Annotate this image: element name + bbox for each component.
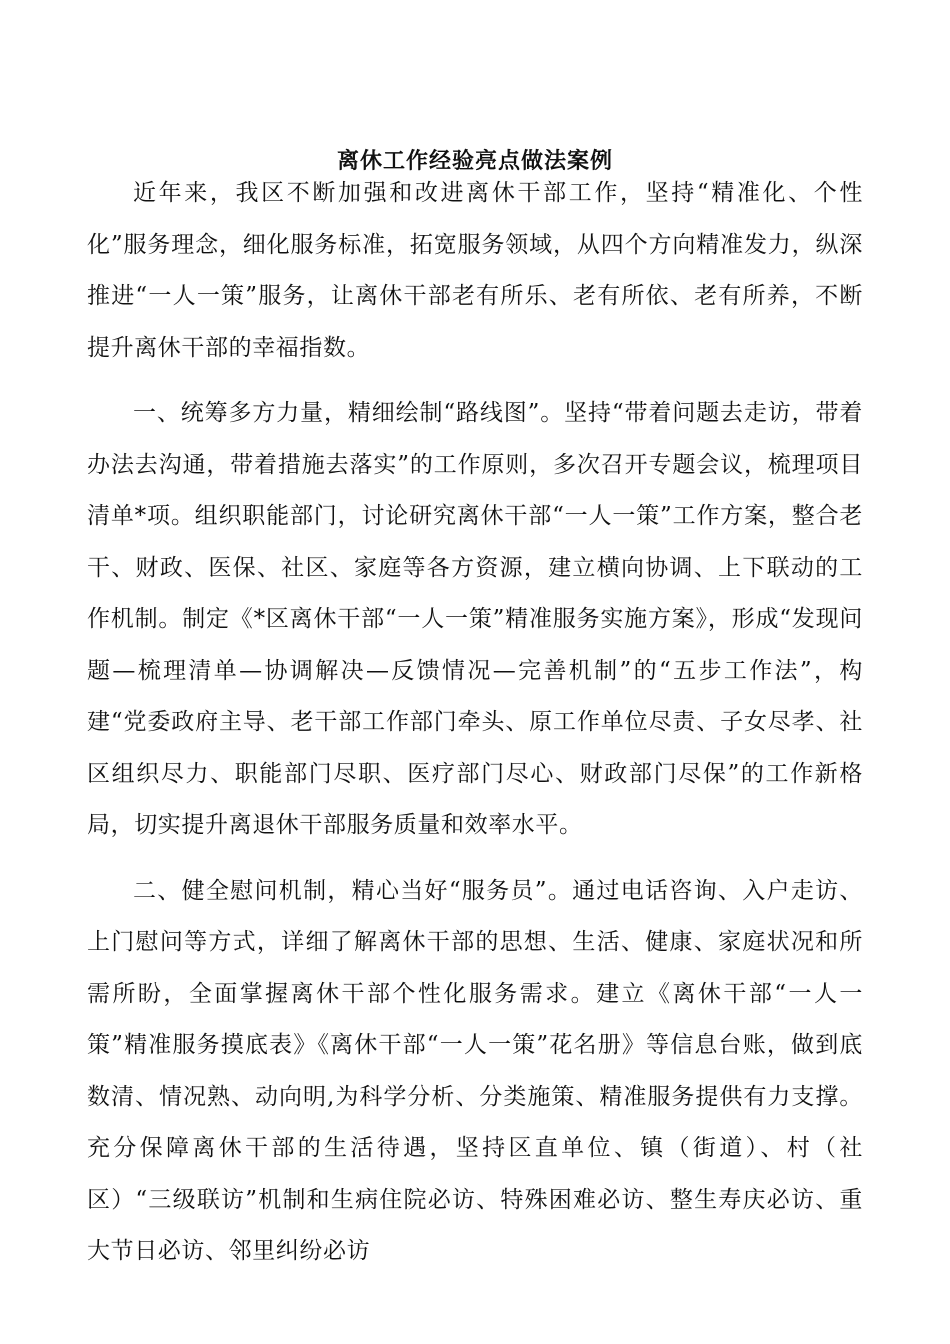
- document-body: [87, 168, 863, 1278]
- paragraph-section-one: 一、统筹多方力量，精细绘制“路线图”。坚持“带着问题去走访，带着办法去沟通，带着措施去落实”的工作原则，多次召开专题会议，梳理项目清单*项。组织职能部门，讨论研究离休干部“一人一策”工作方案，整合老干、财政、医保、社区、家庭等各方资源，建立横向协调、上下联动的工作机制。制定《*区离休干部“一人一策”精准服务实施方案》，形成“发现问题—梳理清单—协调解决—反馈情况—完善机制”的“五步工作法”，构建“党委政府主导、老干部工作部门牵头、原工作单位尽责、子女尽孝、社区组织尽力、职能部门尽职、医疗部门尽心、财政部门尽保”的工作新格局，切实提升离退休干部服务质量和效率水平。: [87, 400, 863, 838]
- document-title: 离休工作经验亮点做法案例: [336, 148, 613, 174]
- paragraph-section-two: 二、健全慰问机制，精心当好“服务员”。通过电话咨询、入户走访、上门慰问等方式，详细了解离休干部的思想、生活、健康、家庭状况和所需所盼，全面掌握离休干部个性化服务需求。建立《离休干部“一人一策”精准服务摸底表》《离休干部“一人一策”花名册》等信息台账，做到底数清、情况熟、动向明,为科学分析、分类施策、精准服务提供有力支撑。充分保障离休干部的生活待遇，坚持区直单位、镇（街道）、村（社区）“三级联访”机制和生病住院必访、特殊困难必访、整生寿庆必访、重大节日必访、邻里纠纷必访: [87, 877, 863, 1264]
- paragraph-intro: 近年来，我区不断加强和改进离休干部工作，坚持“精准化、个性化”服务理念，细化服务标准，拓宽服务领域，从四个方向精准发力，纵深推进“一人一策”服务，让离休干部老有所乐、老有所依、老有所养，不断提升离休干部的幸福指数。: [87, 180, 863, 361]
